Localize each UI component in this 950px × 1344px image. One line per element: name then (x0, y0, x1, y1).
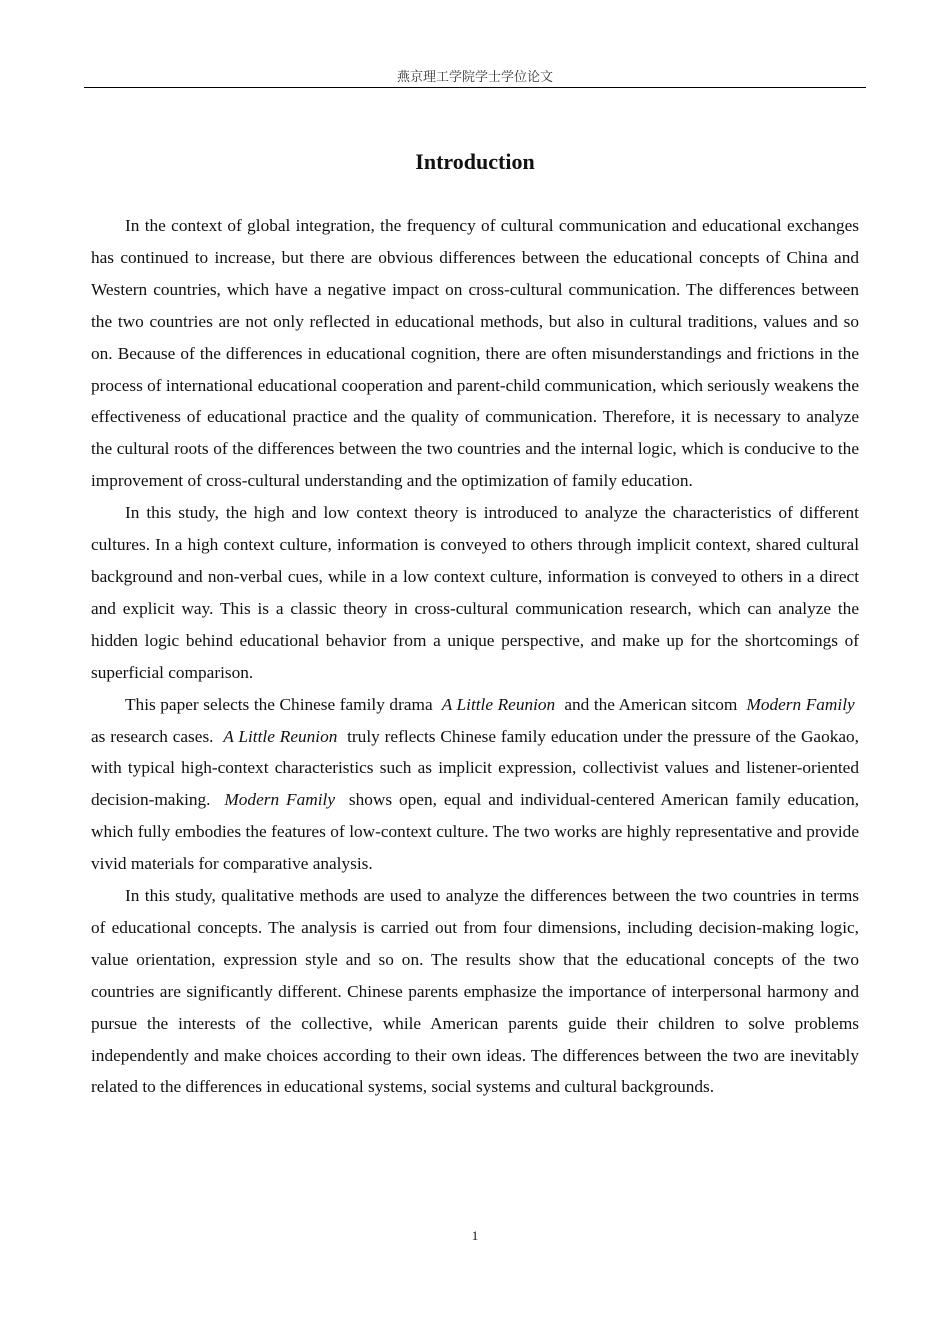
body-text (91, 210, 859, 1103)
paragraph-3 (91, 689, 859, 880)
sitcom-title-modern-family: Modern Family (746, 694, 855, 714)
drama-title-a-little-reunion-2: A Little Reunion (223, 726, 338, 746)
paragraph-1 (91, 210, 859, 497)
paragraph-2-text: In this study, the high and low context theory is introduced to analyze the characteristics of different cultures. In a high context culture, information is conveyed to others through implicit context, shared cultural background and non-verbal cues, while in a low context culture, information is conveyed to others in a direct and explicit way. This is a classic theory in cross-cultural communication research, which can analyze the hidden logic behind educational behavior from a unique perspective, and make up for the shortcomings of superficial comparison. (91, 503, 859, 682)
paragraph-4 (91, 880, 859, 1103)
paragraph-3-text-5: shows open, equal and individual-centered American family education, which fully embodies the features of low-context culture. The two works are highly representative and provide vivid materials for comparative analysis. (91, 790, 860, 874)
header-divider (84, 87, 866, 88)
paragraph-2 (91, 497, 859, 688)
paragraph-4-text: In this study, qualitative methods are used to analyze the differences between the two countries in terms of educational concepts. The analysis is carried out from four dimensions, including decision-making logic, value orientation, expression style and so on. The results show that the educational concepts of the two countries are significantly different. Chinese parents emphasize the importance of interpersonal harmony and pursue the interests of the collective, while American parents guide their children to solve problems independently and make choices according to their own ideas. The differences between the two are inevitably related to the differences in educational systems, social systems and cultural backgrounds. (91, 886, 859, 1097)
paragraph-3-text-4: truly reflects Chinese family education under the pressure of the Gaokao, with typical high-context characteristics such as implicit expression, collectivist values and listener-oriented decision-making. (91, 726, 860, 810)
paragraph-3-text-1: This paper selects the Chinese family drama (125, 694, 433, 714)
drama-title-a-little-reunion: A Little Reunion (441, 694, 556, 714)
running-header: 燕京理工学院学士学位论文 (396, 70, 553, 85)
sitcom-title-modern-family-2: Modern Family (224, 790, 335, 810)
page-number: 1 (471, 1228, 479, 1243)
paragraph-3-text-3: as research cases. (91, 726, 214, 746)
paragraph-3-text-2: and the American sitcom (564, 694, 738, 714)
paragraph-1-text: In the context of global integration, the frequency of cultural communication and educational exchanges has continued to increase, but there are obvious differences between the educational concepts of China and Western countries, which have a negative impact on cross-cultural communication. The differences between the two countries are not only reflected in educational methods, but also in cultural traditions, values and so on. Because of the differences in educational cognition, there are often misunderstandings and frictions in the process of international educational cooperation and parent-child communication, which seriously weakens the effectiveness of educational practice and the quality of communication. Therefore, it is necessary to analyze the cultural roots of the differences between the two countries and the internal logic, which is conducive to the improvement of cross-cultural understanding and the optimization of family education. (91, 216, 859, 491)
section-title: Introduction (415, 149, 535, 174)
